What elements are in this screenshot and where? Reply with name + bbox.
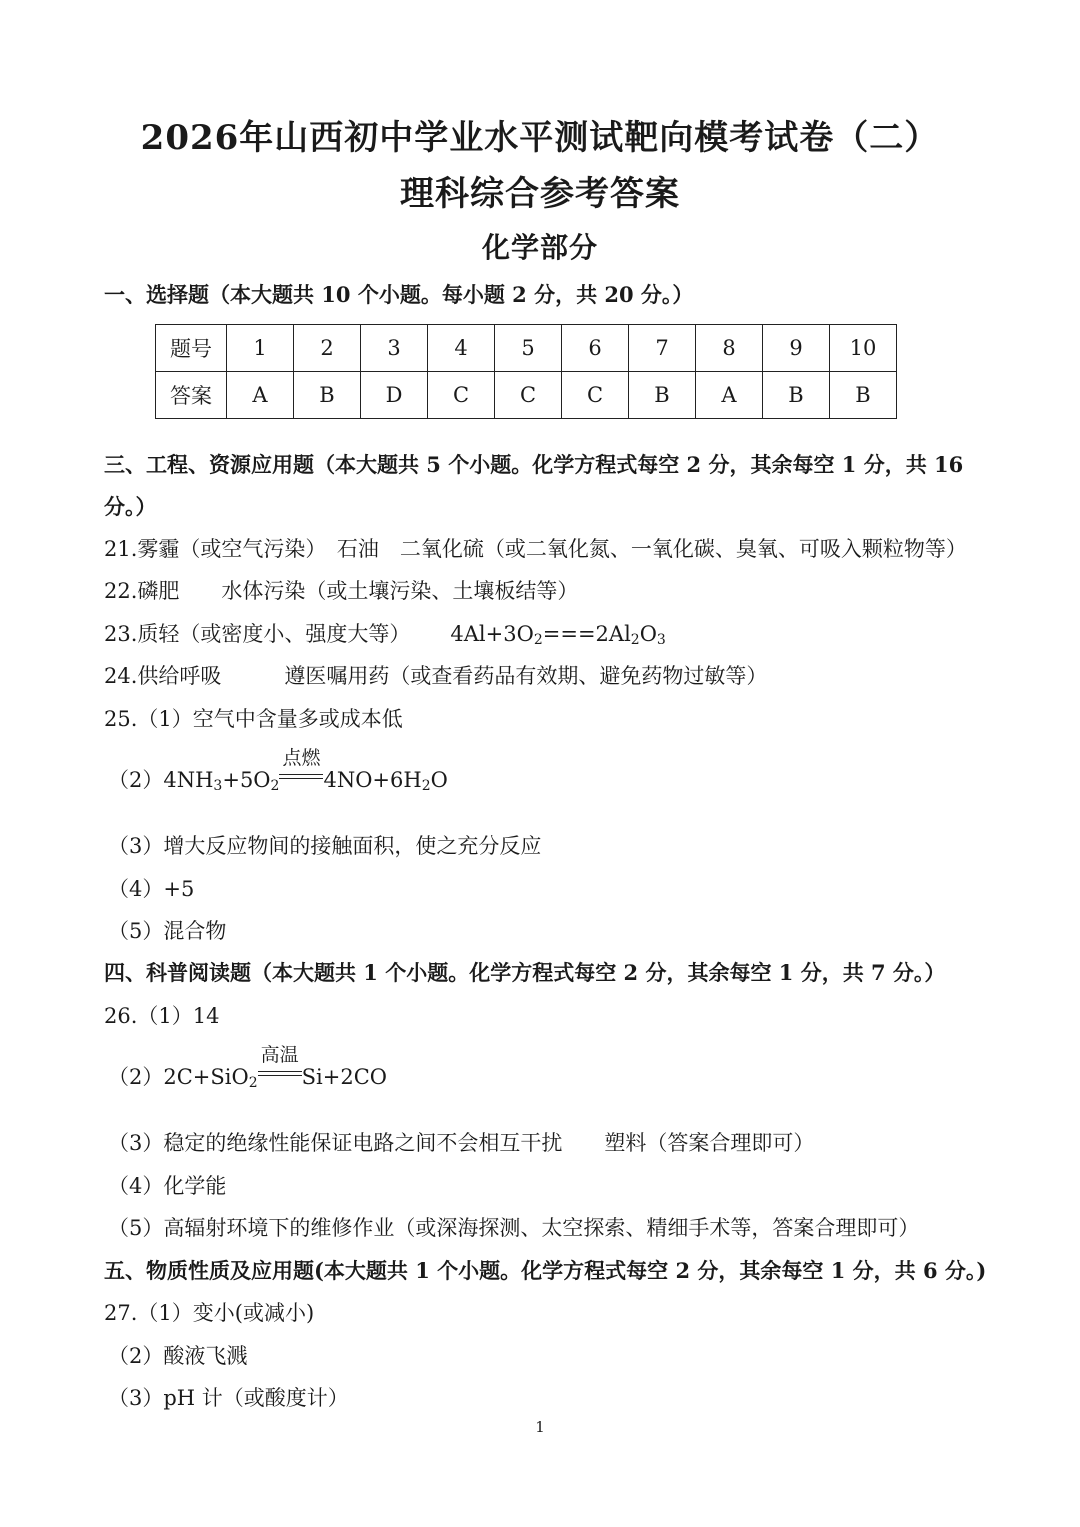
part-heading: 化学部分 — [481, 231, 598, 264]
answer-q23 — [104, 620, 666, 654]
table-cell: 6 — [562, 325, 629, 372]
table-cell: 2 — [294, 325, 361, 372]
section1-heading: 一、选择题（本大题共 10 个小题。每小题 2 分，共 20 分。） — [104, 282, 694, 307]
table-row-label: 题号 — [156, 325, 227, 372]
section3-heading-line1: 三、工程、资源应用题（本大题共 5 个小题。化学方程式每空 2 分，其余每空 1 分，共 16 — [104, 452, 964, 477]
table-cell: C — [495, 372, 562, 419]
table-cell: 8 — [696, 325, 763, 372]
table-cell: 10 — [830, 325, 897, 372]
answer-q21: 21.雾霾（或空气污染） 石油 二氧化硫（或二氧化氮、一氧化碳、臭氧、可吸入颗粒物等） — [104, 537, 967, 561]
table-row-label: 答案 — [156, 372, 227, 419]
answer-q23-text: 23.质轻（或密度小、强度大等） — [104, 622, 411, 646]
answer-q27-1: 27.（1）变小(或减小) — [104, 1301, 315, 1325]
answer-q26-5: （5）高辐射环境下的维修作业（或深海探测、太空探索、精细手术等，答案合理即可） — [108, 1216, 920, 1240]
section3-heading-line2: 分。） — [104, 494, 157, 519]
table-row — [156, 325, 897, 372]
reaction-condition: 高温 — [258, 1063, 302, 1091]
table-cell: 1 — [227, 325, 294, 372]
table-cell: C — [428, 372, 495, 419]
answer-q26-3: （3）稳定的绝缘性能保证电路之间不会相互干扰 塑料（答案合理即可） — [108, 1131, 815, 1155]
document-title: 2026年山西初中学业水平测试靶向模考试卷（二） — [140, 118, 940, 158]
table-cell: B — [830, 372, 897, 419]
table-cell: 7 — [629, 325, 696, 372]
reaction-condition: 点燃 — [279, 766, 323, 794]
table-cell: 5 — [495, 325, 562, 372]
answer-q25-2: $(2)4NH_3+5O_2$ 点燃 $4NO+6H_2O$ — [108, 747, 448, 794]
answer-q22: 22.磷肥 水体污染（或土壤污染、土壤板结等） — [104, 579, 579, 603]
table-cell: 9 — [763, 325, 830, 372]
answer-q26-4: （4）化学能 — [108, 1174, 227, 1198]
answer-q27-2: （2）酸液飞溅 — [108, 1344, 248, 1368]
table-cell: D — [361, 372, 428, 419]
table-cell: C — [562, 372, 629, 419]
answer-q24: 24.供给呼吸 遵医嘱用药（或查看药品有效期、避免药物过敏等） — [104, 664, 768, 688]
page-number: 1 — [535, 1418, 545, 1436]
answer-q25-5: （5）混合物 — [108, 919, 227, 943]
table-cell: B — [629, 372, 696, 419]
answer-q26-1: 26.（1）14 — [104, 1004, 220, 1028]
answer-table — [155, 324, 897, 419]
equation-q23: $4Al+3O_2===2Al_2O_3$ — [450, 622, 666, 648]
table-cell: B — [294, 372, 361, 419]
answer-q25-1: 25.（1）空气中含量多或成本低 — [104, 707, 403, 731]
table-cell: A — [227, 372, 294, 419]
table-cell: 4 — [428, 325, 495, 372]
table-cell: B — [763, 372, 830, 419]
section4-heading: 四、科普阅读题（本大题共 1 个小题。化学方程式每空 2 分，其余每空 1 分，共 7 分。） — [104, 960, 946, 985]
document-subtitle: 理科综合参考答案 — [400, 174, 680, 214]
answer-q25-3: （3）增大反应物间的接触面积，使之充分反应 — [108, 834, 542, 858]
section5-heading: 五、物质性质及应用题(本大题共 1 个小题。化学方程式每空 2 分，其余每空 1 分，共 6 分。) — [104, 1258, 987, 1283]
answer-q25-4: （4）+5 — [108, 877, 195, 901]
answer-q26-2: （2）2C+SiO$_2$ 高温 Si+2CO — [108, 1044, 387, 1091]
answer-q27-3: （3）pH 计（或酸度计） — [108, 1386, 349, 1410]
table-cell: 3 — [361, 325, 428, 372]
table-row — [156, 372, 897, 419]
table-cell: A — [696, 372, 763, 419]
